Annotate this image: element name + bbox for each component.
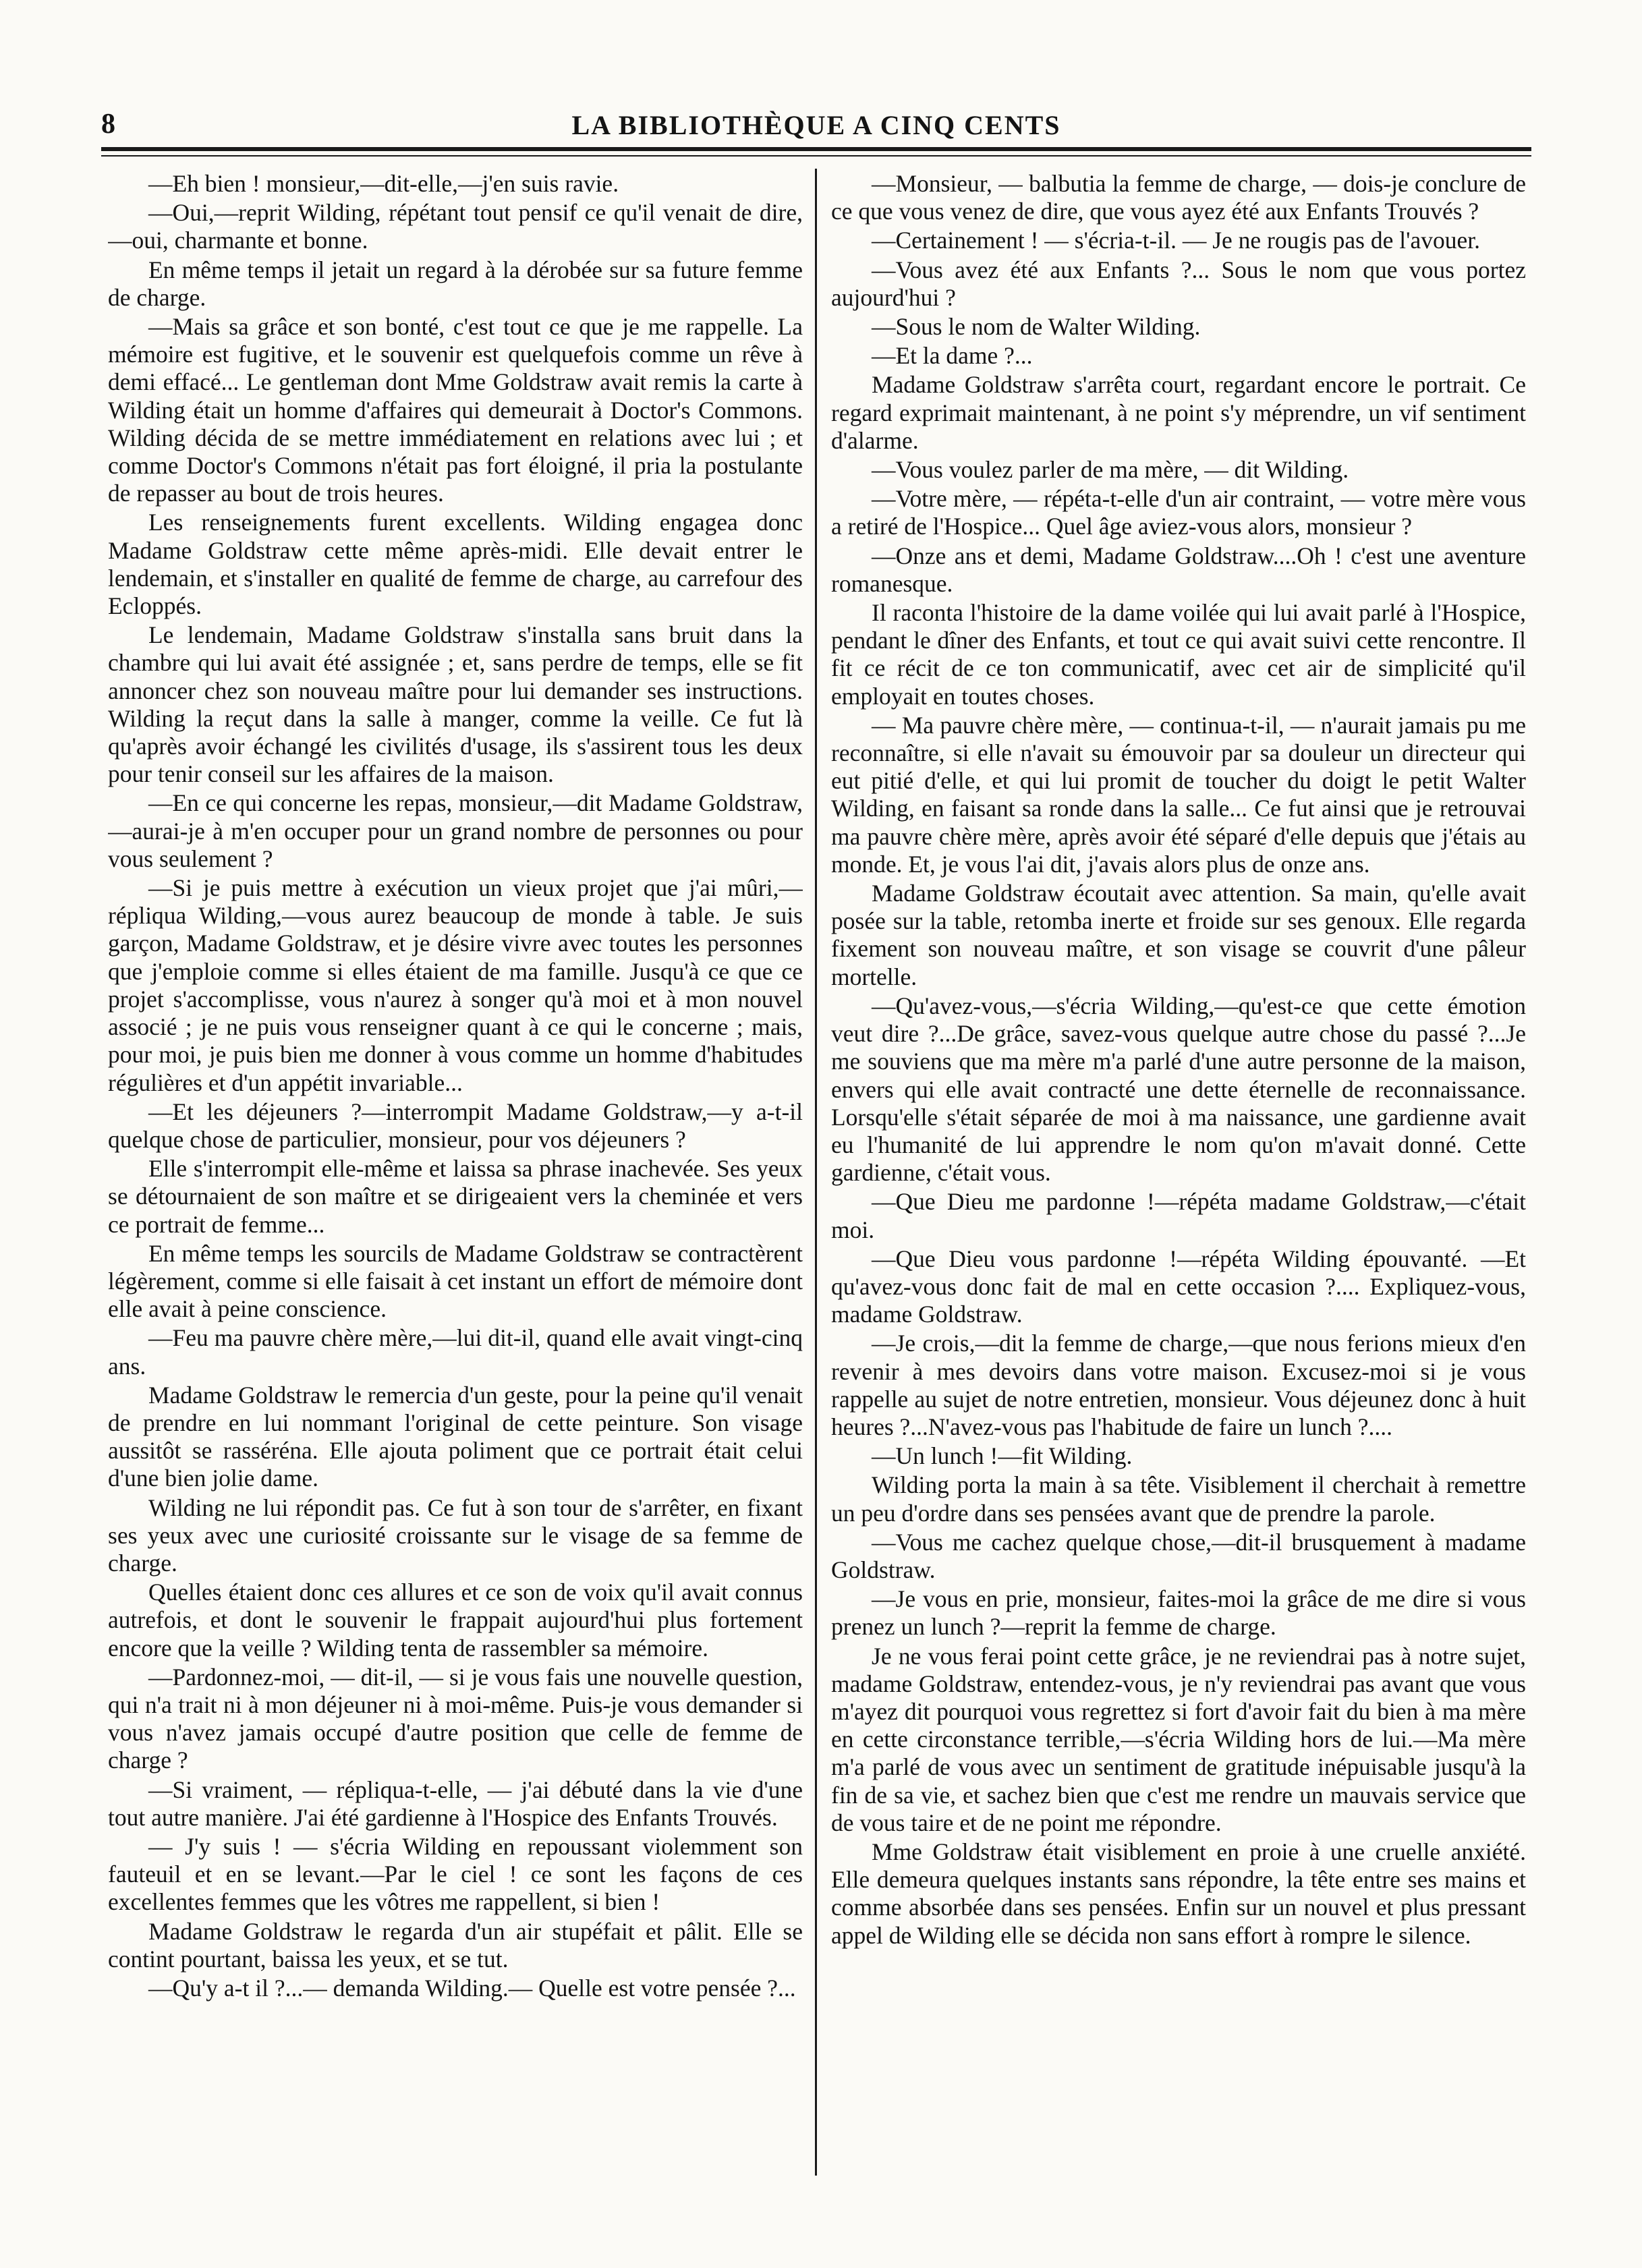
paragraph: Quelles étaient donc ces allures et ce son de voix qu'il avait connus autrefois, et dont le souvenir le frappait aujourd'hui plus fortement encore que la veille ? Wilding tenta de rassembler sa mémoire. <box>108 1579 803 1662</box>
paragraph: Il raconta l'histoire de la dame voilée qui lui avait parlé à l'Hospice, pendant le dîner des Enfants, et tout ce qui avait suivi cette rencontre. Il fit ce récit de ce ton communicatif, avec cet air de simplicité qu'il employait en toutes choses. <box>831 599 1526 710</box>
paragraph: —Mais sa grâce et son bonté, c'est tout ce que je me rappelle. La mémoire est fugitive, et le souvenir est quelquefois comme un rêve à demi effacé... Le gentleman dont Mme Goldstraw avait remis la carte à Wilding était un homme d'affaires qui demeurait à Doctor's Commons. Wilding décida de se mettre immédiatement en relations avec lui ; et comme Doctor's Commons n'était pas fort éloigné, il pria la postulante de repasser au bout de trois heures. <box>108 313 803 507</box>
paragraph: —Vous me cachez quelque chose,—dit-il brusquement à madame Goldstraw. <box>831 1528 1526 1583</box>
paragraph: Wilding ne lui répondit pas. Ce fut à son tour de s'arrêter, en fixant ses yeux avec une curiosité croissante sur le visage de sa femme de charge. <box>108 1494 803 1577</box>
paragraph: —Et la dame ?... <box>872 342 1033 370</box>
paragraph: — J'y suis ! — s'écria Wilding en repoussant violemment son fauteuil et en se levant.—Par le ciel ! ce sont les façons de ces excellentes femmes que les vôtres me rappellent, si bien ! <box>108 1832 803 1916</box>
paragraph: En même temps il jetait un regard à la dérobée sur sa future femme de charge. <box>108 256 803 311</box>
paragraph: —Pardonnez-moi, — dit-il, — si je vous fais une nouvelle question, qui n'a trait ni à mon déjeuner ni à moi-même. Puis-je vous demander si vous n'avez jamais occupé d'autre position que celle de femme de charge ? <box>108 1663 803 1774</box>
paragraph: Madame Goldstraw écoutait avec attention. Sa main, qu'elle avait posée sur la table, retomba inerte et froide sur ses genoux. Elle regarda fixement son nouveau maître, et son visage se couvrit d'une pâleur mortelle. <box>831 880 1526 990</box>
paragraph: Le lendemain, Madame Goldstraw s'installa sans bruit dans la chambre qui lui avait été assignée ; et, sans perdre de temps, elle se fit annoncer chez son nouveau maître pour lui demander ses instructions. Wilding la reçut dans la salle à manger, comme la veille. Ce fut là qu'après avoir échangé les civilités d'usage, ils s'assirent tous les deux pour tenir conseil sur les affaires de la maison. <box>108 621 803 788</box>
paragraph: Madame Goldstraw le regarda d'un air stupéfait et pâlit. Elle se contint pourtant, baissa les yeux, et se tut. <box>108 1917 803 1973</box>
paragraph: —Feu ma pauvre chère mère,—lui dit-il, quand elle avait vingt-cinq ans. <box>108 1324 803 1380</box>
paragraph: —Vous voulez parler de ma mère, — dit Wilding. <box>872 456 1349 484</box>
paragraph: —Que Dieu vous pardonne !—répéta Wilding épouvanté. —Et qu'avez-vous donc fait de mal en cette occasion ?.... Expliquez-vous, madame Goldstraw. <box>831 1245 1526 1328</box>
paragraph: Wilding porta la main à sa tête. Visiblement il cherchait à remettre un peu d'ordre dans ses pensées avant que de prendre la parole. <box>831 1471 1526 1527</box>
paragraph: — Ma pauvre chère mère, — continua-t-il, — n'aurait jamais pu me reconnaître, si elle n'avait su émouvoir par sa douleur un directeur qui eut pitié d'elle, et qui lui promit de toucher du doigt le petit Walter Wilding, en faisant sa ronde dans la salle... Ce fut ainsi que je retrouvai ma pauvre chère mère, après avoir été séparé d'elle depuis que j'étais au monde. Et, je vous l'ai dit, j'avais alors plus de onze ans. <box>831 711 1526 878</box>
paragraph: —Je vous en prie, monsieur, faites-moi la grâce de me dire si vous prenez un lunch ?—reprit la femme de charge. <box>831 1585 1526 1641</box>
paragraph: —Un lunch !—fit Wilding. <box>872 1442 1133 1470</box>
paragraph: —Si je puis mettre à exécution un vieux projet que j'ai mûri,—répliqua Wilding,—vous aurez beaucoup de monde à table. Je suis garçon, Madame Goldstraw, et je désire vivre avec toutes les personnes que j'emploie comme si elles étaient de ma famille. Jusqu'à ce que ce projet s'accomplisse, vous n'aurez à songer qu'à moi et à mon nouvel associé ; je ne puis vous renseigner quant à ce qui le concerne ; mais, pour moi, je puis bien me donner à vous comme un homme d'habitudes régulières et d'un appétit invariable... <box>108 874 803 1096</box>
left-column <box>108 170 803 2194</box>
paragraph: —Que Dieu me pardonne !—répéta madame Goldstraw,—c'était moi. <box>831 1188 1526 1243</box>
paragraph: —Si vraiment, — répliqua-t-elle, — j'ai débuté dans la vie d'une tout autre manière. J'ai été gardienne à l'Hospice des Enfants Trouvés. <box>108 1776 803 1831</box>
paragraph: —Votre mère, — répéta-t-elle d'un air contraint, — votre mère vous a retiré de l'Hospice... Quel âge aviez-vous alors, monsieur ? <box>831 485 1526 540</box>
paragraph: —Eh bien ! monsieur,—dit-elle,—j'en suis ravie. <box>148 170 619 197</box>
header-rule <box>101 147 1531 151</box>
paragraph: —En ce qui concerne les repas, monsieur,—dit Madame Goldstraw,—aurai-je à m'en occuper pour un grand nombre de personnes ou pour vous seulement ? <box>108 789 803 872</box>
paragraph: —Oui,—reprit Wilding, répétant tout pensif ce qu'il venait de dire,—oui, charmante et bonne. <box>108 199 803 254</box>
running-title: LA BIBLIOTHÈQUE A CINQ CENTS <box>571 110 1061 140</box>
paragraph: Les renseignements furent excellents. Wilding engagea donc Madame Goldstraw cette même après-midi. Elle devait entrer le lendemain, et s'installer en qualité de femme de charge, au carrefour des Ecloppés. <box>108 509 803 620</box>
paragraph: Elle s'interrompit elle-même et laissa sa phrase inachevée. Ses yeux se détournaient de son maître et se dirigeaient vers la cheminée et vers ce portrait de femme... <box>108 1155 803 1238</box>
paragraph: —Sous le nom de Walter Wilding. <box>872 313 1201 341</box>
paragraph: Madame Goldstraw s'arrêta court, regardant encore le portrait. Ce regard exprimait maintenant, à ne point s'y méprendre, un vif sentiment d'alarme. <box>831 371 1526 454</box>
paragraph: —Qu'avez-vous,—s'écria Wilding,—qu'est-ce que cette émotion veut dire ?...De grâce, savez-vous quelque autre chose du passé ?...Je me souviens que ma mère m'a parlé d'une autre personne de la maison, envers qui elle avait contracté une dette éternelle de reconnaissance. Lorsqu'elle s'était séparée de moi à ma naissance, une gardienne avait eu l'humanité de lui apprendre le nom qu'on m'avait donné. Cette gardienne, c'était vous. <box>831 992 1526 1187</box>
paragraph: —Qu'y a-t il ?...— demanda Wilding.— Quelle est votre pensée ?... <box>148 1975 796 2002</box>
paragraph: Mme Goldstraw était visiblement en proie à une cruelle anxiété. Elle demeura quelques instants sans répondre, la tête entre ses mains et comme absorbée dans ses pensées. Enfin sur un nouvel et plus pressant appel de Wilding elle se décida non sans effort à rompre le silence. <box>831 1838 1526 1949</box>
paragraph: Je ne vous ferai point cette grâce, je ne reviendrai pas à notre sujet, madame Goldstraw, entendez-vous, je n'y reviendrai pas avant que vous m'ayez dit pourquoi vous regrettez si fort d'avoir fait du bien à ma mère en cette circonstance terrible,—s'écria Wilding hors de lui.—Ma mère m'a parlé de vous avec un sentiment de gratitude inépuisable jusqu'à la fin de sa vie, et sachez bien que c'est me rendre un mauvais service que de vous taire et de ne point me répondre. <box>831 1642 1526 1836</box>
paragraph: En même temps les sourcils de Madame Goldstraw se contractèrent légèrement, comme si elle faisait à cet instant un effort de mémoire dont elle avait à peine conscience. <box>108 1239 803 1323</box>
page-header <box>101 108 1531 144</box>
paragraph: —Monsieur, — balbutia la femme de charge, — dois-je conclure de ce que vous venez de dire, que vous ayez été aux Enfants Trouvés ? <box>831 170 1526 225</box>
paragraph: —Vous avez été aux Enfants ?... Sous le nom que vous portez aujourd'hui ? <box>831 256 1526 311</box>
column-divider <box>815 169 817 2176</box>
paragraph: —Et les déjeuners ?—interrompit Madame Goldstraw,—y a-t-il quelque chose de particulier, monsieur, pour vos déjeuners ? <box>108 1098 803 1153</box>
paragraph: —Onze ans et demi, Madame Goldstraw....Oh ! c'est une aventure romanesque. <box>831 542 1526 597</box>
paragraph: —Je crois,—dit la femme de charge,—que nous ferions mieux d'en revenir à mes devoirs dans votre maison. Excusez-moi si je vous rappelle au sujet de notre entretien, monsieur. Vous déjeunez donc à huit heures ?...N'avez-vous pas l'habitude de faire un lunch ?.... <box>831 1330 1526 1440</box>
paragraph: Madame Goldstraw le remercia d'un geste, pour la peine qu'il venait de prendre en lui nommant l'original de cette peinture. Son visage aussitôt se rasséréna. Elle ajouta poliment que ce portrait était celui d'une bien jolie dame. <box>108 1381 803 1492</box>
paragraph: —Certainement ! — s'écria-t-il. — Je ne rougis pas de l'avouer. <box>872 227 1480 254</box>
header-rule-thin <box>101 155 1531 157</box>
page-number: 8 <box>101 109 115 140</box>
right-column <box>831 170 1526 2194</box>
